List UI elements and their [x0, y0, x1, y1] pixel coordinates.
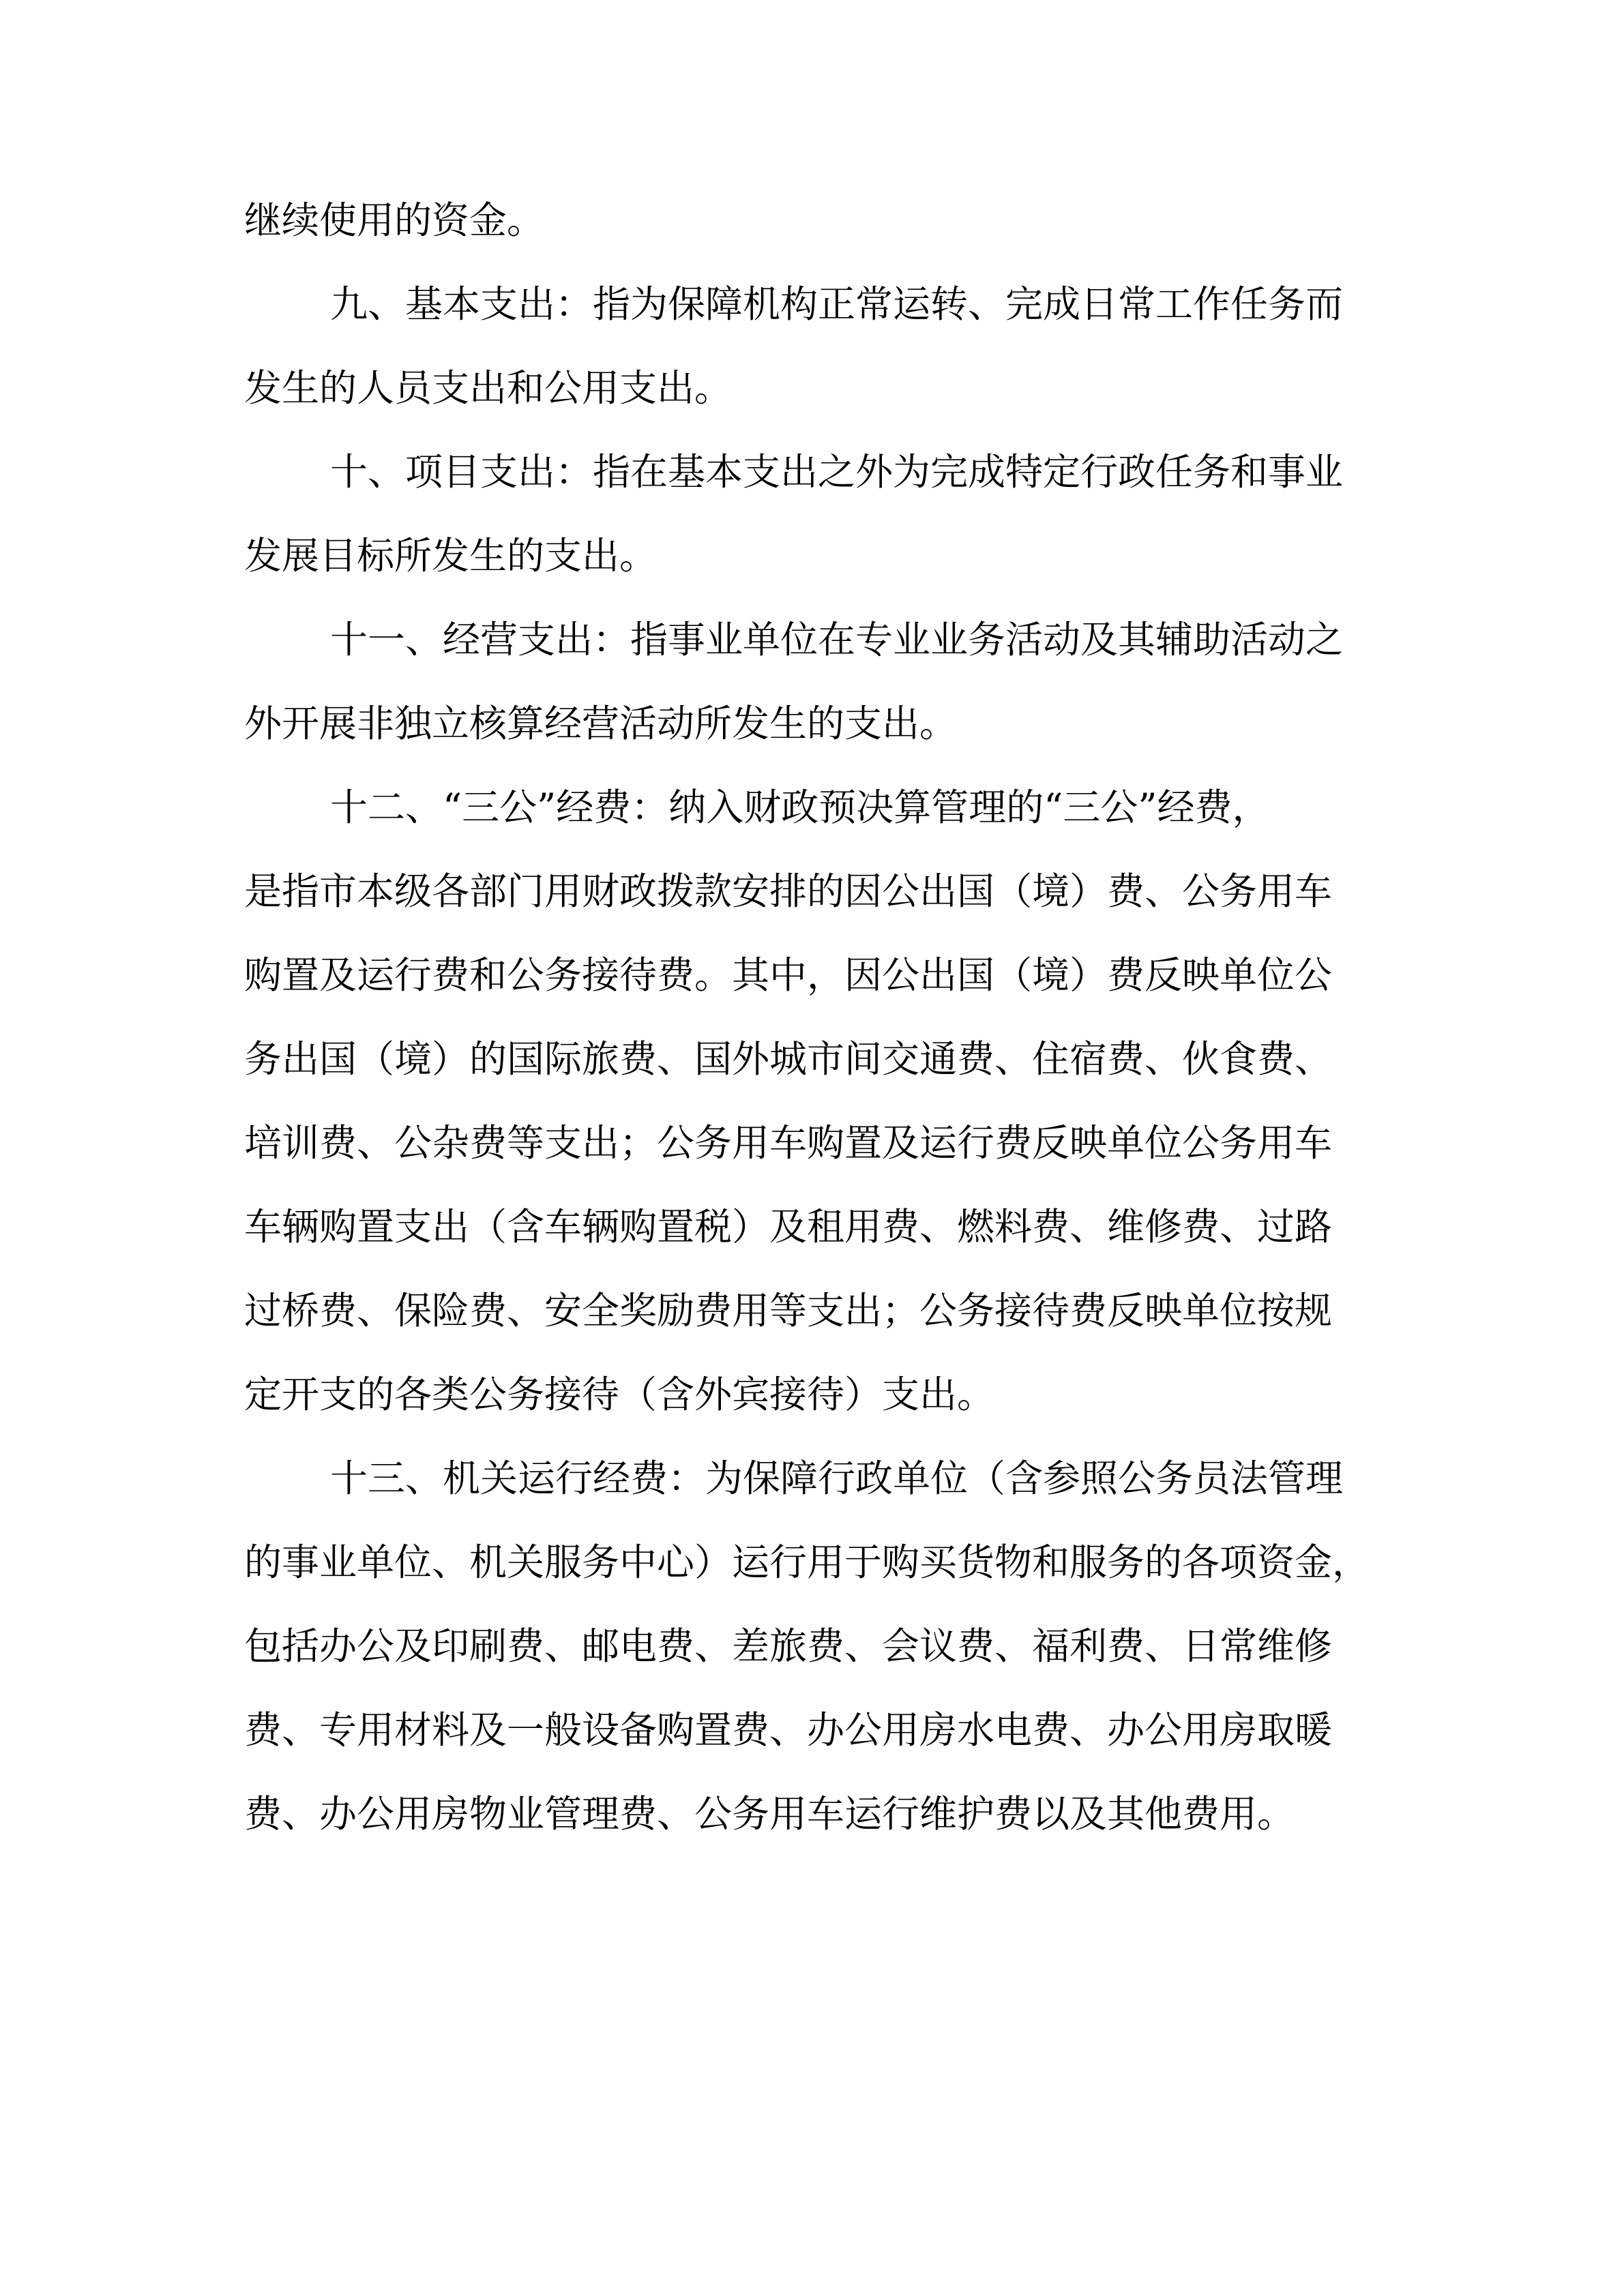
- text-line: 外开展非独立核算经营活动所发生的支出。: [244, 702, 958, 745]
- text-line: 的事业单位、机关服务中心）运行用于购买货物和服务的各项资金，: [244, 1540, 1370, 1584]
- text-line: 培训费、公杂费等支出；公务用车购置及运行费反映单位公务用车: [244, 1121, 1333, 1165]
- text-line: 购置及运行费和公务接待费。其中，因公出国（境）费反映单位公: [244, 953, 1333, 997]
- text-line: 继续使用的资金。: [244, 198, 545, 242]
- paragraph-first-line: 十、项目支出：指在基本支出之外为完成特定行政任务和事业: [330, 450, 1344, 494]
- text-line: 过桥费、保险费、安全奖励费用等支出；公务接待费反映单位按规: [244, 1289, 1333, 1332]
- text-line: 费、专用材料及一般设备购置费、办公用房水电费、办公用房取暖: [244, 1708, 1333, 1752]
- text-line: 车辆购置支出（含车辆购置税）及租用费、燃料费、维修费、过路: [244, 1205, 1333, 1249]
- text-line: 是指市本级各部门用财政拨款安排的因公出国（境）费、公务用车: [244, 869, 1333, 913]
- text-line: 发展目标所发生的支出。: [244, 534, 658, 578]
- text-line: 费、办公用房物业管理费、公务用车运行维护费以及其他费用。: [244, 1792, 1295, 1836]
- text-line: 定开支的各类公务接待（含外宾接待）支出。: [244, 1373, 995, 1416]
- paragraph-first-line: 十二、“三公”经费：纳入财政预决算管理的“三公”经费，: [330, 786, 1270, 829]
- text-line: 包括办公及印刷费、邮电费、差旅费、会议费、福利费、日常维修: [244, 1624, 1333, 1668]
- paragraph-first-line: 十一、经营支出：指事业单位在专业业务活动及其辅助活动之: [330, 618, 1344, 661]
- text-line: 发生的人员支出和公用支出。: [244, 366, 733, 410]
- paragraph-first-line: 十三、机关运行经费：为保障行政单位（含参照公务员法管理: [330, 1457, 1344, 1500]
- document-body: [244, 179, 1397, 1856]
- text-line: 务出国（境）的国际旅费、国外城市间交通费、住宿费、伙食费、: [244, 1037, 1333, 1081]
- paragraph-first-line: 九、基本支出：指为保障机构正常运转、完成日常工作任务而: [330, 282, 1344, 326]
